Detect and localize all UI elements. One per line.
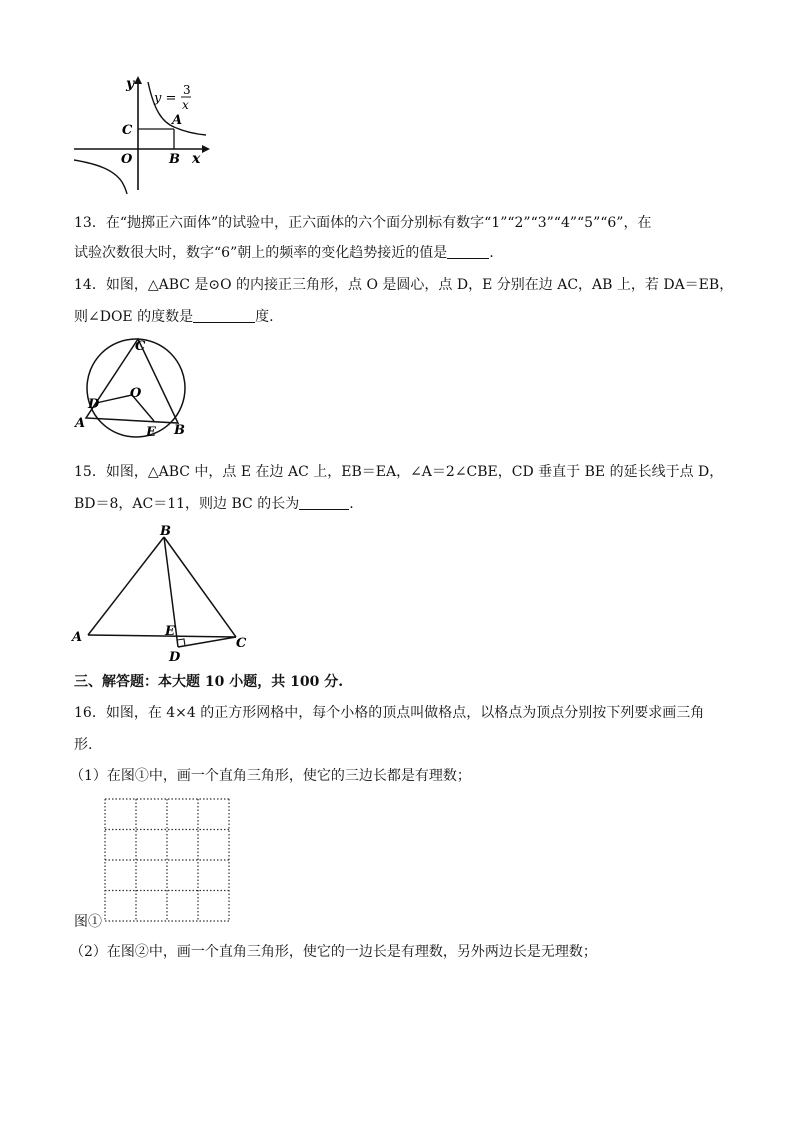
label-C: C: [135, 339, 146, 354]
figure-1-caption: 图①: [74, 914, 102, 930]
label-O: O: [121, 152, 133, 167]
q15-answer-blank[interactable]: [299, 495, 349, 510]
label-x: x: [192, 151, 201, 167]
hyperbola-figure: [70, 72, 210, 192]
q16-line1: 16．如图，在 4×4 的正方形网格中，每个小格的顶点叫做格点，以格点为顶点分别按下列要求画三角: [74, 705, 705, 721]
q13-answer-blank[interactable]: [447, 244, 489, 259]
label-E: E: [146, 425, 156, 440]
equation-lhs: y =: [154, 91, 177, 106]
q14-line2: [74, 307, 274, 327]
label-A: A: [75, 416, 86, 431]
q16-part1: （1）在图①中，画一个直角三角形，使它的三边长都是有理数；: [70, 768, 471, 784]
label-C: C: [122, 123, 133, 138]
grid-figure-1: [104, 798, 234, 924]
q14-end: 度.: [255, 309, 274, 325]
label-E: E: [165, 624, 175, 639]
label-D: D: [169, 650, 181, 665]
q15-line2: [74, 494, 354, 514]
circle-triangle-figure: [72, 335, 202, 440]
section-3-heading: 三、解答题：本大题 10 小题，共 100 分.: [74, 674, 344, 690]
q14-line1: 14．如图，△ABC 是⊙O 的内接正三角形，点 O 是圆心，点 D，E 分别在边 AC，AB 上，若 DA＝EB，: [74, 277, 734, 293]
q13-end: .: [489, 245, 494, 261]
q15-line1: 15．如图，△ABC 中，点 E 在边 AC 上，EB＝EA，∠A＝2∠CBE，CD 垂直于 BE 的延长线于点 D，: [74, 464, 724, 480]
label-B: B: [169, 152, 180, 167]
label-A: A: [172, 113, 183, 128]
equation-numerator: 3: [183, 83, 191, 97]
label-C: C: [236, 636, 247, 651]
q14-answer-blank[interactable]: [193, 308, 255, 323]
equation-denominator: x: [182, 98, 189, 112]
label-B: B: [160, 524, 171, 539]
q13-line1: 13．在“抛掷正六面体”的试验中，正六面体的六个面分别标有数字“1”“2”“3”“4”“5”“6”，在: [74, 215, 652, 231]
q16-line2: 形.: [74, 737, 93, 753]
q13-text: 试验次数很大时，数字“6”朝上的频率的变化趋势接近的值是: [74, 245, 448, 261]
label-y: y: [126, 76, 135, 92]
label-A: A: [72, 630, 83, 645]
q15-end: .: [349, 496, 354, 512]
triangle-figure: [68, 525, 258, 665]
label-D: D: [88, 397, 100, 412]
label-O: O: [130, 386, 142, 401]
q15-text: BD＝8，AC＝11，则边 BC 的长为: [74, 496, 300, 512]
label-B: B: [174, 423, 185, 438]
q13-line2: [74, 243, 494, 263]
q14-text: 则∠DOE 的度数是: [74, 309, 194, 325]
q16-part2: （2）在图②中，画一个直角三角形，使它的一边长是有理数，另外两边长是无理数；: [70, 944, 597, 960]
